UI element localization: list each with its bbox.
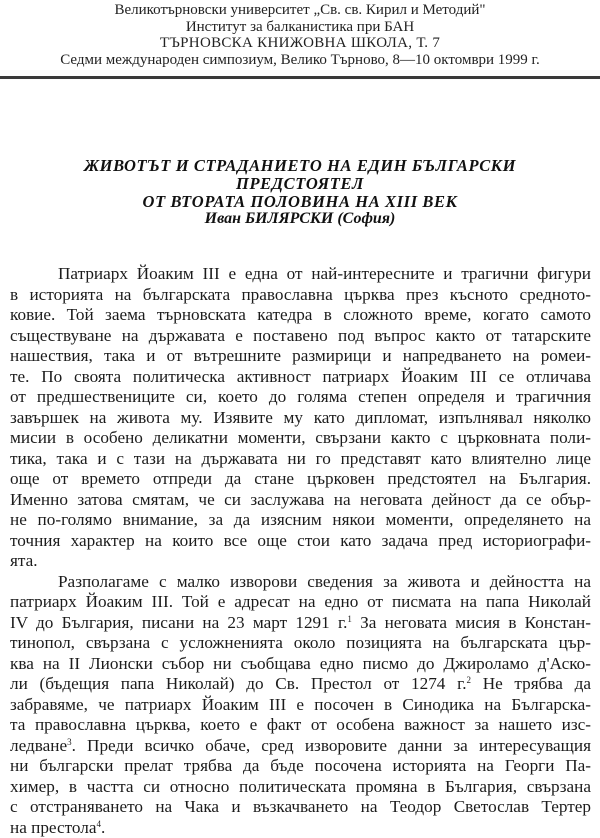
body-line: завършек на живота му. Изявите му като дипломат, изпълнявал няколко [10, 408, 591, 429]
text-run: IV до България, писани на 23 март 1291 г. [10, 613, 347, 632]
body-line: ква на II Лионски събор ни съобщава едно писмо до Джироламо д'Аско- [10, 654, 591, 675]
footnote-ref[interactable]: 1 [347, 614, 352, 624]
footnote-ref[interactable]: 4 [96, 819, 101, 829]
body-line: с отстраняването на Чака и възкачването на Теодор Светослав Тертер [10, 797, 591, 818]
title-line: ЖИВОТЪТ И СТРАДАНИЕТО НА ЕДИН БЪЛГАРСКИ [0, 157, 600, 175]
article-title [0, 157, 600, 211]
text-run: ледване [10, 736, 67, 755]
text-run: За неговата мисия в Констан- [352, 613, 591, 632]
body-line: забравяме, че патриарх Йоаким III е посочен в Синодика на Българска- [10, 695, 591, 716]
series-line: ТЪРНОВСКА КНИЖОВНА ШКОЛА, Т. 7 [0, 35, 600, 52]
body-line: ни български прелат трябва да бъде посочена историята на Георги Па- [10, 756, 591, 777]
body-line [10, 674, 591, 695]
body-line: те. По своята политическа активност патриарх Йоаким III се отличава [10, 367, 591, 388]
body-line: от предшествениците си, което до голяма степен определя и трагичния [10, 387, 591, 408]
body-line: тика, така и с тази на държавата ни го представят като влиятелно лице [10, 449, 591, 470]
text-run: . [101, 818, 105, 837]
body-line: ята. [10, 551, 591, 572]
body-line: още от времето отпреди да стане църковен предстоятел на България. [10, 469, 591, 490]
text-run: Не трябва да [471, 674, 591, 693]
text-run: ли (бъдещия папа Николай) до Св. Престол от 1274 г. [10, 674, 467, 693]
body-line: тинопол, свързана с усложненията около позицията на българската цър- [10, 633, 591, 654]
article-author: Иван БИЛЯРСКИ (София) [0, 210, 600, 228]
body-line: в историята на българската православна църква през късното средното- [10, 285, 591, 306]
title-line: ОТ ВТОРАТА ПОЛОВИНА НА XIII ВЕК [0, 193, 600, 211]
body-line: химер, в частта си относно политическата промяна в България, свързана [10, 777, 591, 798]
body-line: не по-голямо внимание, за да изясним някои моменти, определянето на [10, 510, 591, 531]
body-line: Разполагаме с малко изворови сведения за живота и дейността на [10, 572, 591, 593]
body-line: та православна църква, което е факт от особена важност за нашето изс- [10, 715, 591, 736]
body-line [10, 736, 591, 757]
body-line: точния характер на които все още стои като задача пред историографи- [10, 531, 591, 552]
body-line: съществуване на държавата е поставено под въпрос както от татарските [10, 326, 591, 347]
body-line [10, 613, 591, 634]
university-line: Великотърновски университет „Св. св. Кирил и Методий" [0, 2, 600, 19]
footnote-ref[interactable]: 3 [67, 737, 72, 747]
body-line: ковие. Той заема търновската катедра в сложното време, когато самото [10, 305, 591, 326]
footnote-ref[interactable]: 2 [467, 675, 472, 685]
text-run: . Преди всичко обаче, сред изворовите данни за интересуващия [72, 736, 591, 755]
body-line [10, 818, 591, 838]
text-run: на престола [10, 818, 96, 837]
header-rule [0, 76, 600, 79]
title-line: ПРЕДСТОЯТЕЛ [0, 175, 600, 193]
body-line: Патриарх Йоаким III е една от най-интересните и трагични фигури [10, 264, 591, 285]
body-line: патриарх Йоаким III. Той е адресат на едно от писмата на папа Николай [10, 592, 591, 613]
institute-line: Институт за балканистика при БАН [0, 19, 600, 36]
body-line: нашествия, така и от вътрешните размирици и напредването на ромеи- [10, 346, 591, 367]
body-line: Именно затова смятам, че си заслужава на неговата дейност да се обър- [10, 490, 591, 511]
symposium-line: Седми международен симпозиум, Велико Търново, 8—10 октомври 1999 г. [0, 52, 600, 69]
journal-header [0, 2, 600, 68]
body-line: мисии в особено деликатни моменти, свързани както с църковната поли- [10, 428, 591, 449]
article-body [10, 264, 591, 838]
